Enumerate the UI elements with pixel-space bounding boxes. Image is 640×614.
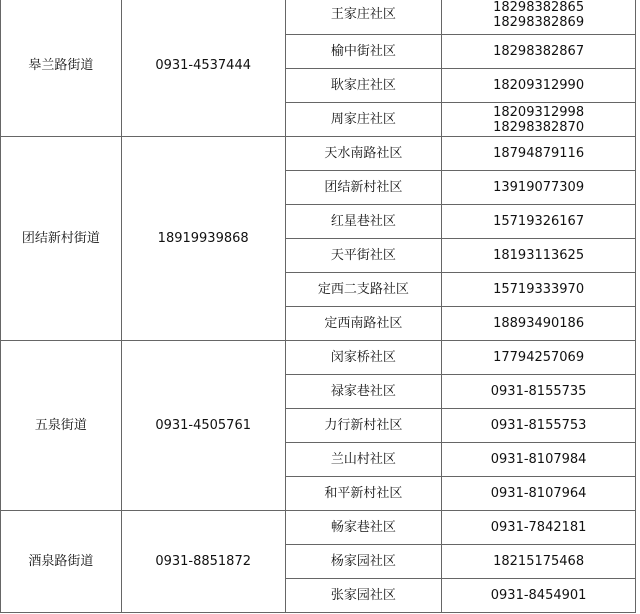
phone-number: 18193113625 [493, 248, 585, 263]
edge-spacer [635, 69, 640, 103]
community-phone-cell [442, 171, 636, 205]
street-phone-cell: 0931-4505761 [121, 341, 285, 511]
community-phone-cell [442, 103, 636, 137]
edge-spacer [635, 545, 640, 579]
phone-number: 15719333970 [493, 282, 585, 297]
community-name-cell: 红星巷社区 [285, 205, 442, 239]
edge-spacer [635, 307, 640, 341]
community-phone-cell [442, 375, 636, 409]
community-name-cell: 定西南路社区 [285, 307, 442, 341]
phone-number: 18298382870 [493, 119, 585, 135]
phone-number: 18298382865 [493, 0, 585, 15]
phone-number: 18215175468 [493, 554, 585, 569]
phone-number: 18298382867 [493, 44, 585, 59]
community-phone-cell [442, 443, 636, 477]
edge-spacer [635, 171, 640, 205]
community-name-cell: 和平新村社区 [285, 477, 442, 511]
community-phone-cell [442, 35, 636, 69]
edge-spacer [635, 477, 640, 511]
table-row [1, 341, 640, 375]
community-name-cell: 耿家庄社区 [285, 69, 442, 103]
street-name-cell: 皋兰路街道 [1, 0, 122, 137]
street-name-cell: 酒泉路街道 [1, 511, 122, 613]
phone-number: 18209312990 [493, 78, 585, 93]
community-phone-cell [442, 545, 636, 579]
community-name-cell: 杨家园社区 [285, 545, 442, 579]
table-row [1, 137, 640, 171]
community-phone-cell [442, 409, 636, 443]
community-phone-cell [442, 477, 636, 511]
table-row [1, 0, 640, 35]
edge-spacer [635, 103, 640, 137]
edge-spacer [635, 341, 640, 375]
edge-spacer [635, 137, 640, 171]
community-phone-cell [442, 205, 636, 239]
community-name-cell: 禄家巷社区 [285, 375, 442, 409]
edge-spacer [635, 409, 640, 443]
edge-spacer [635, 273, 640, 307]
community-phone-cell [442, 579, 636, 613]
community-name-cell: 榆中街社区 [285, 35, 442, 69]
phone-number: 18794879116 [493, 146, 585, 161]
community-name-cell: 张家园社区 [285, 579, 442, 613]
phone-number: 0931-8107964 [490, 486, 587, 501]
community-name-cell: 天平街社区 [285, 239, 442, 273]
community-phone-cell [442, 307, 636, 341]
phone-number: 0931-8107984 [490, 452, 587, 467]
street-phone-cell: 18919939868 [121, 137, 285, 341]
edge-spacer [635, 579, 640, 613]
community-name-cell: 定西二支路社区 [285, 273, 442, 307]
phone-number: 18893490186 [493, 316, 585, 331]
edge-spacer [635, 35, 640, 69]
edge-spacer [635, 0, 640, 35]
community-phone-cell [442, 273, 636, 307]
street-phone-cell: 0931-4537444 [121, 0, 285, 137]
phone-number: 18298382869 [493, 14, 585, 30]
table-row [1, 511, 640, 545]
community-phone-cell [442, 0, 636, 35]
phone-number: 17794257069 [493, 350, 585, 365]
community-phone-cell [442, 239, 636, 273]
street-name-cell: 团结新村街道 [1, 137, 122, 341]
community-name-cell: 天水南路社区 [285, 137, 442, 171]
community-name-cell: 王家庄社区 [285, 0, 442, 35]
edge-spacer [635, 443, 640, 477]
phone-number: 0931-8155753 [490, 418, 587, 433]
edge-spacer [635, 205, 640, 239]
street-name-cell: 五泉街道 [1, 341, 122, 511]
community-phone-cell [442, 341, 636, 375]
community-phone-cell [442, 137, 636, 171]
community-name-cell: 力行新村社区 [285, 409, 442, 443]
community-name-cell: 畅家巷社区 [285, 511, 442, 545]
community-name-cell: 周家庄社区 [285, 103, 442, 137]
edge-spacer [635, 239, 640, 273]
community-phone-cell [442, 511, 636, 545]
community-name-cell: 兰山村社区 [285, 443, 442, 477]
phone-number: 18209312998 [493, 104, 585, 120]
phone-number: 15719326167 [493, 214, 585, 229]
edge-spacer [635, 375, 640, 409]
table-body [1, 0, 640, 613]
community-name-cell: 团结新村社区 [285, 171, 442, 205]
street-phone-cell: 0931-8851872 [121, 511, 285, 613]
phone-number: 0931-8454901 [490, 588, 587, 603]
phone-number: 0931-7842181 [490, 520, 587, 535]
phone-number: 0931-8155735 [490, 384, 587, 399]
phone-number: 13919077309 [493, 180, 585, 195]
edge-spacer [635, 511, 640, 545]
community-phone-cell [442, 69, 636, 103]
community-name-cell: 闵家桥社区 [285, 341, 442, 375]
